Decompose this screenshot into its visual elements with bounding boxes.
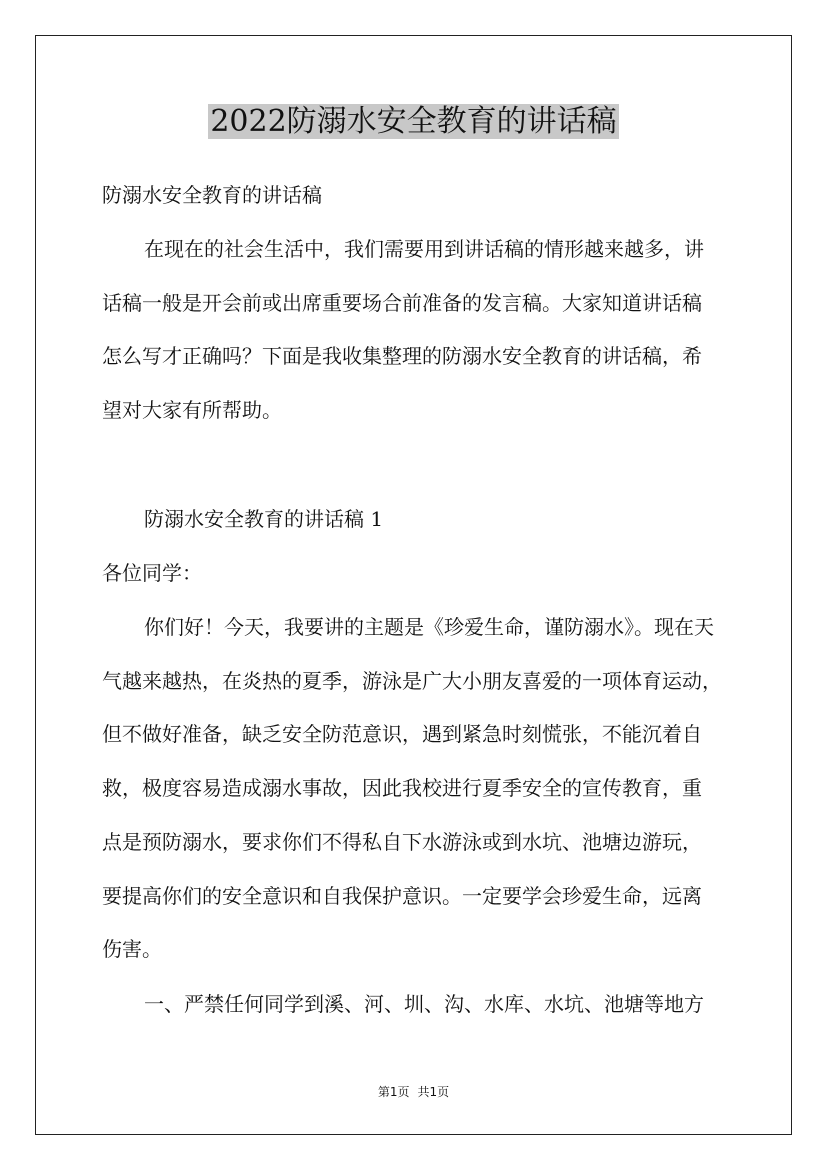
subtitle: 防溺水安全教育的讲话稿 xyxy=(102,183,322,207)
intro-line: 话稿一般是开会前或出席重要场合前准备的发言稿。大家知道讲话稿 xyxy=(102,291,702,315)
body-line: 点是预防溺水，要求你们不得私自下水游泳或到水坑、池塘边游玩， xyxy=(102,830,702,854)
page-number: 第1页 xyxy=(377,1085,410,1099)
body-line: 气越来越热，在炎热的夏季，游泳是广大小朋友喜爱的一项体育运动， xyxy=(102,669,722,693)
body-line: 但不做好准备，缺乏安全防范意识，遇到紧急时刻慌张，不能沉着自 xyxy=(102,722,702,746)
body-line: 你们好！今天，我要讲的主题是《珍爱生命，谨防溺水》。现在天 xyxy=(144,615,714,639)
document-title xyxy=(0,100,827,144)
intro-line: 望对大家有所帮助。 xyxy=(102,398,282,422)
page-footer xyxy=(0,1084,827,1100)
body-line: 救，极度容易造成溺水事故，因此我校进行夏季安全的宣传教育，重 xyxy=(102,776,702,800)
page-total: 共1页 xyxy=(417,1085,450,1099)
greeting: 各位同学： xyxy=(102,561,202,585)
document-title-text: 2022防溺水安全教育的讲话稿 xyxy=(210,104,617,139)
intro-line: 怎么写才正确吗？下面是我收集整理的防溺水安全教育的讲话稿，希 xyxy=(102,344,702,368)
intro-line: 在现在的社会生活中，我们需要用到讲话稿的情形越来越多，讲 xyxy=(144,237,704,261)
body-line: 要提高你们的安全意识和自我保护意识。一定要学会珍爱生命，远离 xyxy=(102,884,702,908)
section-heading: 防溺水安全教育的讲话稿 1 xyxy=(144,507,384,531)
body-line: 伤害。 xyxy=(102,937,162,961)
rule-line: 一、严禁任何同学到溪、河、圳、沟、水库、水坑、池塘等地方 xyxy=(144,992,704,1016)
